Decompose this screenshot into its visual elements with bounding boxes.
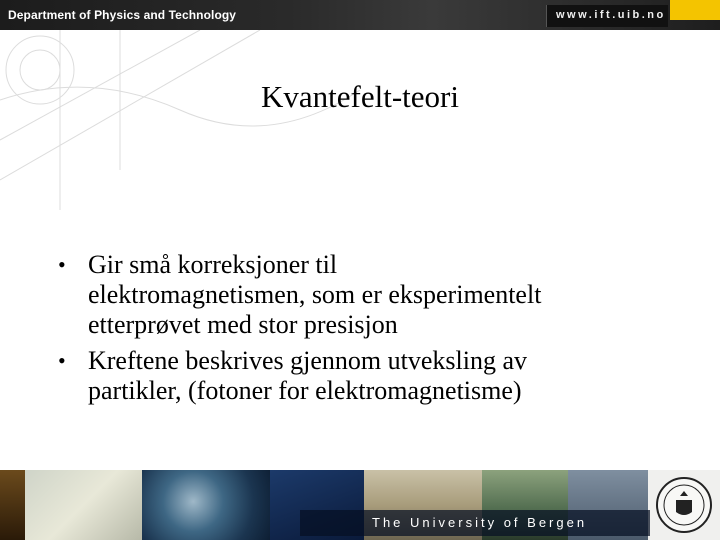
department-name: Department of Physics and Technology xyxy=(8,8,237,22)
university-seal-panel xyxy=(648,470,720,540)
footer-photo xyxy=(142,470,270,540)
background-diagram xyxy=(0,30,720,210)
accent-block xyxy=(670,0,720,20)
bullet-line: Kreftene beskrives gjennom utveksling av xyxy=(88,346,527,375)
slide-title xyxy=(0,79,720,115)
bullet-item xyxy=(58,250,698,340)
bullet-marker: • xyxy=(58,252,66,277)
bullet-line: elektromagnetismen, som er eksperimentelt xyxy=(88,280,542,309)
bullet-line: partikler, (fotoner for elektromagnetisme) xyxy=(88,376,522,405)
website-url[interactable]: www.ift.uib.no xyxy=(556,9,666,21)
bullet-item xyxy=(58,346,698,406)
bullet-list xyxy=(58,250,698,412)
bullet-line: Gir små korreksjoner til xyxy=(88,250,338,279)
slide-title-text: Kvantefelt-teori xyxy=(261,79,459,114)
bullet-line: etterprøvet med stor presisjon xyxy=(88,310,398,339)
bullet-marker: • xyxy=(58,348,66,373)
footer-photo xyxy=(25,470,142,540)
university-seal-icon xyxy=(648,470,720,540)
university-name: The University of Bergen xyxy=(372,515,588,530)
footer-photo xyxy=(0,470,25,540)
